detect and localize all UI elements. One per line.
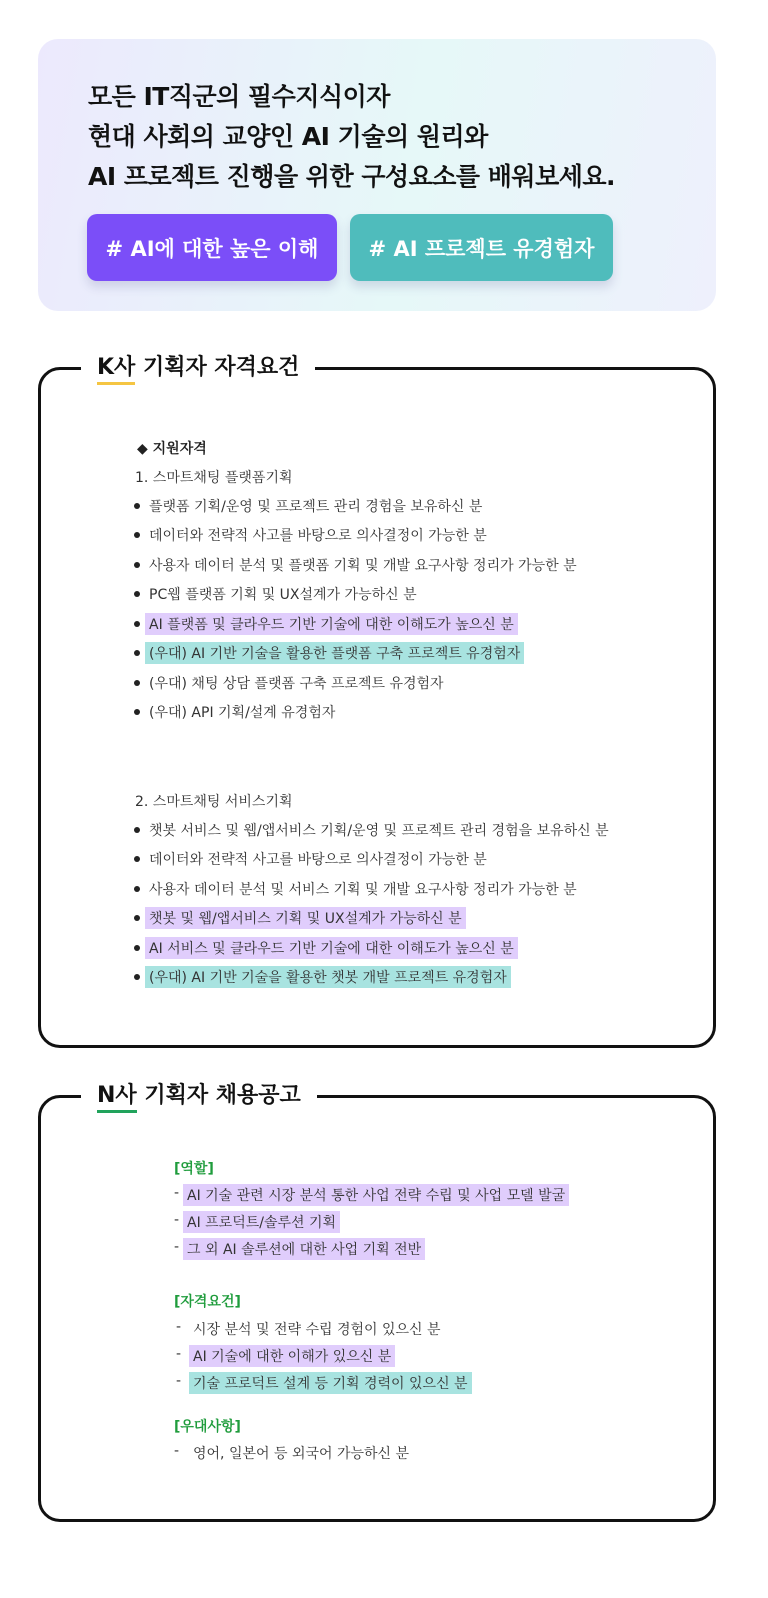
k-g2-item-2: 데이터와 전략적 사고를 바탕으로 의사결정이 가능한 분 [149,852,487,868]
k-g1-item-1: 플랫폼 기획/운영 및 프로젝트 관리 경험을 보유하신 분 [149,499,483,515]
k-card-title [81,348,315,388]
k-g1-item-4: PC웹 플랫폼 기획 및 UX설계가 가능하신 분 [149,587,417,603]
bullet-dot [134,532,140,538]
bullet-dot [134,650,140,656]
dash-marker: - [174,1239,180,1255]
k-g1-item-5-highlight: AI 플랫폼 및 클라우드 기반 기술에 대한 이해도가 높으신 분 [145,613,518,635]
k-section-label: ◆ 지원자격 [137,441,207,457]
bullet-dot [134,945,140,951]
bullet-dot [134,827,140,833]
hero-banner [38,39,716,311]
n-pref-item-1: 영어, 일본어 등 외국어 가능하신 분 [193,1446,410,1462]
k-g2-item-6-highlight: (우대) AI 기반 기술을 활용한 챗봇 개발 프로젝트 유경험자 [145,966,511,988]
dash-marker: - [176,1319,182,1335]
tag-ai-project-experience: # AI 프로젝트 유경험자 [350,214,613,281]
bullet-dot [134,680,140,686]
dash-marker: - [174,1443,180,1459]
tag-ai-understanding: # AI에 대한 높은 이해 [87,214,337,281]
bullet-dot [134,915,140,921]
k-group2-title: 2. 스마트채팅 서비스기획 [135,794,293,810]
k-g1-item-3: 사용자 데이터 분석 및 플랫폼 기획 및 개발 요구사항 정리가 가능한 분 [149,558,577,574]
bullet-dot [134,562,140,568]
k-company-name: K사 [97,348,135,388]
bullet-dot [134,886,140,892]
k-g2-item-1: 챗봇 서비스 및 웹/앱서비스 기획/운영 및 프로젝트 관리 경험을 보유하신 분 [149,823,609,839]
n-req-item-1: 시장 분석 및 전략 수립 경험이 있으신 분 [193,1322,441,1338]
dash-marker: - [176,1373,182,1389]
n-company-card [38,1083,716,1522]
k-g1-item-8: (우대) API 기획/설계 유경험자 [149,705,336,721]
bullet-dot [134,621,140,627]
hero-line-3: AI 프로젝트 진행을 위한 구성요소를 배워보세요. [88,162,616,191]
bullet-dot [134,856,140,862]
n-card-title [81,1076,317,1116]
bullet-dot [134,974,140,980]
n-pref-heading: [우대사항] [174,1419,241,1435]
k-g1-item-7: (우대) 채팅 상담 플랫폼 구축 프로젝트 유경험자 [149,676,444,692]
k-group1-title: 1. 스마트채팅 플랫폼기획 [135,470,293,486]
n-req-item-2-highlight: AI 기술에 대한 이해가 있으신 분 [189,1345,395,1367]
k-title-rest: 기획자 자격요건 [135,355,300,380]
n-company-name: N사 [97,1076,137,1116]
dash-marker: - [174,1185,180,1201]
k-g2-item-5-highlight: AI 서비스 및 클라우드 기반 기술에 대한 이해도가 높으신 분 [145,937,518,959]
bullet-dot [134,709,140,715]
n-req-item-3-highlight: 기술 프로덕트 설계 등 기획 경력이 있으신 분 [189,1372,472,1394]
k-g1-item-2: 데이터와 전략적 사고를 바탕으로 의사결정이 가능한 분 [149,528,487,544]
n-role-heading: [역할] [174,1161,214,1177]
k-g2-item-4-highlight: 챗봇 및 웹/앱서비스 기획 및 UX설계가 가능하신 분 [145,907,466,929]
bullet-dot [134,503,140,509]
k-company-card [38,355,716,1048]
n-role-item-1-highlight: AI 기술 관련 시장 분석 통한 사업 전략 수립 및 사업 모델 발굴 [183,1184,569,1206]
n-req-heading: [자격요건] [174,1294,241,1310]
dash-marker: - [176,1346,182,1362]
n-role-item-2-highlight: AI 프로덕트/솔루션 기획 [183,1211,340,1233]
k-g1-item-6-highlight: (우대) AI 기반 기술을 활용한 플랫폼 구축 프로젝트 유경험자 [145,642,524,664]
n-title-rest: 기획자 채용공고 [136,1083,301,1108]
hero-line-1: 모든 IT직군의 필수지식이자 [88,82,390,111]
n-role-item-3-highlight: 그 외 AI 솔루션에 대한 사업 기획 전반 [183,1238,425,1260]
hero-line-2: 현대 사회의 교양인 AI 기술의 원리와 [88,122,488,151]
dash-marker: - [174,1212,180,1228]
k-g2-item-3: 사용자 데이터 분석 및 서비스 기획 및 개발 요구사항 정리가 가능한 분 [149,882,577,898]
bullet-dot [134,591,140,597]
